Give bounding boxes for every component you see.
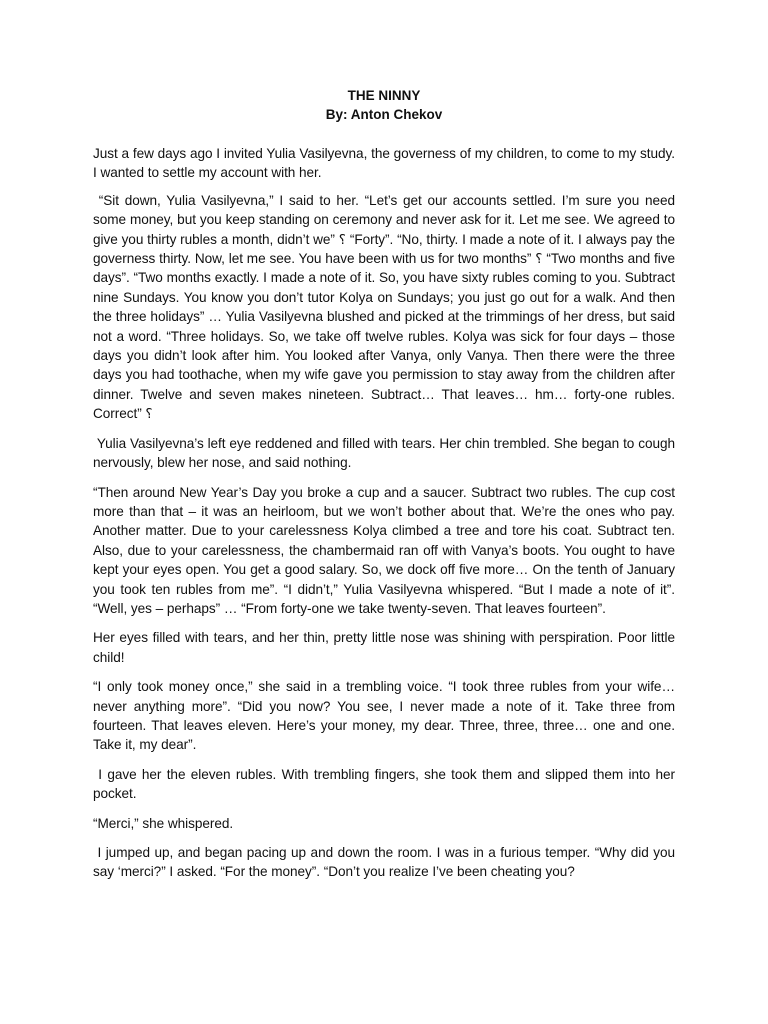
- paragraph-3: Yulia Vasilyevna’s left eye reddened and filled with tears. Her chin trembled. She began to cough nervously, blew her nose, and said nothing.: [93, 435, 675, 471]
- title-block: [93, 86, 675, 124]
- document-title: THE NINNY: [347, 88, 421, 103]
- paragraph-4: “Then around New Year’s Day you broke a cup and a saucer. Subtract two rubles. The cup cost more than that – it was an heirloom, but we won’t bother about that. We’re the ones who pay. Another matter. Due to your carelessness Kolya climbed a tree and tore his coat. Subtract ten. Also, due to your carelessness, the chambermaid ran off with Vanya’s boots. You ought to have kept your eyes open. You get a good salary. So, we dock off five more… On the tenth of January you took ten rubles from me”. “I didn’t,” Yulia Vasilyevna whispered. “But I made a note of it”. “Well, yes – perhaps” … “From forty-one we take twenty-seven. That leaves fourteen”.: [93, 484, 675, 616]
- paragraph-2: “Sit down, Yulia Vasilyevna,” I said to her. “Let’s get our accounts settled. I’m sure you need some money, but you keep standing on ceremony and never ask for it. Let me see. We agreed to give you thirty rubles a month, didn’t we” ؟ “Forty”. “No, thirty. I made a note of it. I always pay the governess thirty. Now, let me see. You have been with us for two months” ؟ “Two months and five days”. “Two months exactly. I made a note of it. So, you have sixty rubles coming to you. Subtract nine Sundays. You know you don’t tutor Kolya on Sundays; you just go out for a walk. And then the three holidays” … Yulia Vasilyevna blushed and picked at the trimmings of her dress, but said not a word. “Three holidays. So, we take off twelve rubles. Kolya was sick for four days – those days you didn’t look after him. You looked after Vanya, only Vanya. Then there were the three days you had toothache, when my wife gave you permission to stay away from the children after dinner. Twelve and seven makes nineteen. Subtract… That leaves… hm… forty-one rubles. Correct” ؟: [93, 192, 676, 422]
- paragraph-1: Just a few days ago I invited Yulia Vasilyevna, the governess of my children, to come to my study. I wanted to settle my account with her.: [93, 146, 675, 181]
- paragraph-8: “Merci,” she whispered.: [93, 815, 234, 831]
- paragraph-7: I gave her the eleven rubles. With trembling fingers, she took them and slipped them into her pocket.: [93, 766, 675, 802]
- paragraph-5: Her eyes filled with tears, and her thin, pretty little nose was shining with perspiration. Poor little child!: [93, 630, 675, 665]
- paragraph-6: “I only took money once,” she said in a trembling voice. “I took three rubles from your wife… never anything more”. “Did you now? You see, I never made a note of it. Take three from fourteen. That leaves eleven. Here’s your money, my dear. Three, three, three… one and one. Take it, my dear”.: [93, 679, 675, 753]
- paragraph-9: I jumped up, and began pacing up and down the room. I was in a furious temper. “Why did you say ‘merci?” I asked. “For the money”. “Don’t you realize I’ve been cheating you?: [93, 845, 675, 880]
- document-page: [93, 86, 675, 892]
- document-byline: By: Anton Chekov: [325, 107, 443, 122]
